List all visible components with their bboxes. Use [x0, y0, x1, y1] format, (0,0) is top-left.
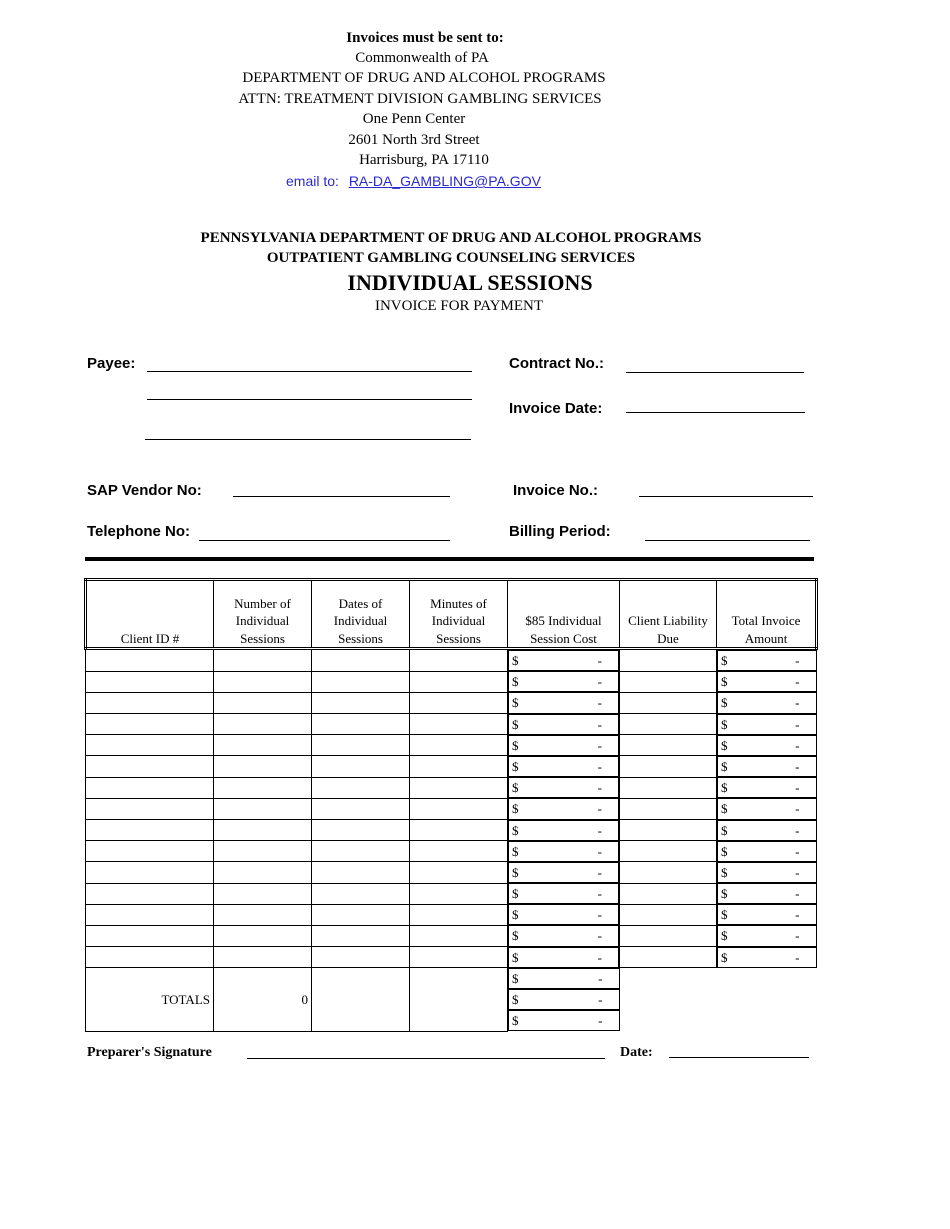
- cell-liability[interactable]: [620, 692, 717, 713]
- telephone-line[interactable]: [199, 540, 450, 541]
- cell-num-sessions[interactable]: [214, 671, 312, 692]
- cell-num-sessions[interactable]: [214, 777, 312, 798]
- cell-cost: $ -: [508, 671, 619, 692]
- col-liability: Client Liability Due: [620, 580, 717, 649]
- contract-no-label: Contract No.:: [509, 355, 604, 372]
- cell-minutes[interactable]: [410, 841, 508, 862]
- cell-cost: $ -: [508, 714, 619, 735]
- cell-client-id[interactable]: [86, 756, 214, 777]
- totals-minutes: [410, 968, 508, 1032]
- cell-client-id[interactable]: [86, 841, 214, 862]
- cell-client-id[interactable]: [86, 714, 214, 735]
- table-row: [86, 671, 817, 692]
- cell-cost: $ -: [508, 925, 619, 946]
- cell-liability[interactable]: [620, 671, 717, 692]
- sendto-line3: ATTN: TREATMENT DIVISION GAMBLING SERVICES: [238, 91, 602, 107]
- cell-dates[interactable]: [312, 798, 410, 819]
- cell-cost: $ -: [508, 650, 619, 671]
- cell-liability[interactable]: [620, 756, 717, 777]
- cell-cost: $ -: [508, 862, 619, 883]
- table-row: [86, 904, 817, 925]
- cell-total: $ -: [717, 756, 817, 777]
- invoice-no-line[interactable]: [639, 496, 813, 497]
- cell-dates[interactable]: [312, 883, 410, 904]
- col-minutes: Minutes of Individual Sessions: [410, 580, 508, 649]
- payee-line-3[interactable]: [145, 439, 471, 440]
- totals-label: TOTALS: [86, 968, 214, 1032]
- cell-cost: $ -: [508, 692, 619, 713]
- cell-liability[interactable]: [620, 947, 717, 968]
- table-row: [86, 820, 817, 841]
- cell-total: $ -: [717, 820, 817, 841]
- cell-dates[interactable]: [312, 692, 410, 713]
- cell-minutes[interactable]: [410, 862, 508, 883]
- sendto-line5: 2601 North 3rd Street: [348, 132, 480, 148]
- signature-line[interactable]: [247, 1058, 605, 1059]
- title-line2: OUTPATIENT GAMBLING COUNSELING SERVICES: [266, 250, 636, 266]
- table-row: [86, 883, 817, 904]
- cell-dates[interactable]: [312, 947, 410, 968]
- cell-client-id[interactable]: [86, 925, 214, 946]
- totals-liability: $ -: [508, 989, 620, 1010]
- cell-total: $ -: [717, 671, 817, 692]
- contract-no-line[interactable]: [626, 372, 804, 373]
- payee-line-1[interactable]: [147, 371, 472, 372]
- cell-cost: $ -: [508, 904, 619, 925]
- cell-total: $ -: [717, 925, 817, 946]
- totals-sessions: 0: [214, 968, 312, 1032]
- col-client-id: Client ID #: [86, 580, 214, 649]
- cell-minutes[interactable]: [410, 777, 508, 798]
- cell-dates[interactable]: [312, 904, 410, 925]
- date-label: Date:: [620, 1045, 653, 1060]
- cell-minutes[interactable]: [410, 883, 508, 904]
- cell-cost: $ -: [508, 820, 619, 841]
- cell-dates[interactable]: [312, 862, 410, 883]
- cell-client-id[interactable]: [86, 947, 214, 968]
- cell-total: $ -: [717, 692, 817, 713]
- table-row: [86, 862, 817, 883]
- col-cost: $85 Individual Session Cost: [508, 580, 620, 649]
- cell-liability[interactable]: [620, 820, 717, 841]
- cell-num-sessions[interactable]: [214, 841, 312, 862]
- table-row: [86, 841, 817, 862]
- title-line4: INVOICE FOR PAYMENT: [374, 298, 544, 314]
- cell-total: $ -: [717, 862, 817, 883]
- cell-num-sessions[interactable]: [214, 883, 312, 904]
- table-row: [86, 692, 817, 713]
- cell-dates[interactable]: [312, 841, 410, 862]
- cell-cost: $ -: [508, 947, 619, 968]
- table-row: [86, 777, 817, 798]
- cell-num-sessions[interactable]: [214, 947, 312, 968]
- totals-amount: $ -: [508, 1010, 620, 1031]
- sendto-line6: Harrisburg, PA 17110: [359, 152, 489, 168]
- cell-liability[interactable]: [620, 925, 717, 946]
- cell-dates[interactable]: [312, 777, 410, 798]
- cell-minutes[interactable]: [410, 714, 508, 735]
- cell-liability[interactable]: [620, 735, 717, 756]
- cell-client-id[interactable]: [86, 649, 214, 672]
- date-line[interactable]: [669, 1057, 809, 1058]
- table-row: [86, 947, 817, 968]
- cell-minutes[interactable]: [410, 798, 508, 819]
- cell-cost: $ -: [508, 883, 619, 904]
- cell-cost: $ -: [508, 777, 619, 798]
- section-divider: [85, 557, 814, 561]
- sendto-line4: One Penn Center: [362, 111, 466, 127]
- cell-num-sessions[interactable]: [214, 798, 312, 819]
- invoice-table: [84, 578, 818, 1032]
- cell-minutes[interactable]: [410, 671, 508, 692]
- cell-minutes[interactable]: [410, 947, 508, 968]
- payee-label: Payee:: [87, 355, 136, 372]
- cell-dates[interactable]: [312, 735, 410, 756]
- cell-num-sessions[interactable]: [214, 925, 312, 946]
- table-row: [86, 756, 817, 777]
- cell-dates[interactable]: [312, 925, 410, 946]
- cell-cost: $ -: [508, 798, 619, 819]
- email-label: email to:: [286, 173, 339, 189]
- email-link[interactable]: RA-DA_GAMBLING@PA.GOV: [348, 173, 541, 189]
- page-title: INDIVIDUAL SESSIONS: [347, 270, 593, 295]
- cell-client-id[interactable]: [86, 862, 214, 883]
- cell-liability[interactable]: [620, 714, 717, 735]
- table-row: [86, 925, 817, 946]
- cell-liability[interactable]: [620, 841, 717, 862]
- cell-client-id[interactable]: [86, 777, 214, 798]
- cell-client-id[interactable]: [86, 671, 214, 692]
- totals-dates: [312, 968, 410, 1032]
- email-line: [286, 173, 541, 189]
- cell-dates[interactable]: [312, 671, 410, 692]
- cell-liability[interactable]: [620, 883, 717, 904]
- cell-total: $ -: [717, 798, 817, 819]
- cell-minutes[interactable]: [410, 756, 508, 777]
- cell-cost: $ -: [508, 756, 619, 777]
- cell-dates[interactable]: [312, 756, 410, 777]
- cell-liability[interactable]: [620, 798, 717, 819]
- payee-line-2[interactable]: [147, 399, 472, 400]
- sendto-line1: Commonwealth of PA: [355, 50, 489, 66]
- telephone-label: Telephone No:: [87, 523, 191, 540]
- table-row: [86, 649, 817, 672]
- sap-vendor-line[interactable]: [233, 496, 450, 497]
- cell-cost: $ -: [508, 735, 619, 756]
- cell-total: $ -: [717, 714, 817, 735]
- cell-total: $ -: [717, 947, 817, 968]
- sendto-heading: Invoices must be sent to:: [346, 30, 504, 46]
- cell-liability[interactable]: [620, 777, 717, 798]
- totals-cost: $ -: [508, 968, 620, 989]
- invoice-no-label: Invoice No.:: [513, 482, 599, 499]
- cell-dates[interactable]: [312, 649, 410, 672]
- cell-num-sessions[interactable]: [214, 735, 312, 756]
- cell-num-sessions[interactable]: [214, 692, 312, 713]
- cell-client-id[interactable]: [86, 904, 214, 925]
- billing-period-label: Billing Period:: [509, 523, 611, 540]
- cell-minutes[interactable]: [410, 649, 508, 672]
- cell-total: $ -: [717, 735, 817, 756]
- cell-total: $ -: [717, 883, 817, 904]
- cell-client-id[interactable]: [86, 735, 214, 756]
- cell-total: $ -: [717, 841, 817, 862]
- cell-dates[interactable]: [312, 820, 410, 841]
- sap-vendor-label: SAP Vendor No:: [87, 482, 202, 499]
- cell-liability[interactable]: [620, 904, 717, 925]
- invoice-date-line[interactable]: [626, 412, 805, 413]
- cell-total: $ -: [717, 650, 817, 671]
- cell-cost: $ -: [508, 841, 619, 862]
- col-dates: Dates of Individual Sessions: [312, 580, 410, 649]
- cell-num-sessions[interactable]: [214, 714, 312, 735]
- cell-num-sessions[interactable]: [214, 756, 312, 777]
- cell-client-id[interactable]: [86, 820, 214, 841]
- cell-minutes[interactable]: [410, 692, 508, 713]
- cell-client-id[interactable]: [86, 883, 214, 904]
- cell-minutes[interactable]: [410, 904, 508, 925]
- col-total: Total Invoice Amount: [717, 580, 817, 649]
- table-header-row: [86, 580, 817, 649]
- table-row: [86, 714, 817, 735]
- cell-minutes[interactable]: [410, 820, 508, 841]
- table-row: [86, 798, 817, 819]
- cell-total: $ -: [717, 777, 817, 798]
- cell-dates[interactable]: [312, 714, 410, 735]
- cell-liability[interactable]: [620, 862, 717, 883]
- invoice-date-label: Invoice Date:: [509, 400, 603, 417]
- cell-num-sessions[interactable]: [214, 862, 312, 883]
- cell-num-sessions[interactable]: [214, 904, 312, 925]
- table-row: [86, 735, 817, 756]
- cell-client-id[interactable]: [86, 798, 214, 819]
- cell-total: $ -: [717, 904, 817, 925]
- cell-num-sessions[interactable]: [214, 649, 312, 672]
- cell-num-sessions[interactable]: [214, 820, 312, 841]
- col-num-sessions: Number of Individual Sessions: [214, 580, 312, 649]
- cell-minutes[interactable]: [410, 925, 508, 946]
- cell-liability[interactable]: [620, 649, 717, 672]
- title-line1: PENNSYLVANIA DEPARTMENT OF DRUG AND ALCOHOL PROGRAMS: [200, 230, 702, 246]
- signature-label: Preparer's Signature: [87, 1045, 212, 1060]
- billing-period-line[interactable]: [645, 540, 810, 541]
- sendto-line2: DEPARTMENT OF DRUG AND ALCOHOL PROGRAMS: [242, 70, 606, 86]
- cell-minutes[interactable]: [410, 735, 508, 756]
- totals-row: [86, 968, 817, 1032]
- cell-client-id[interactable]: [86, 692, 214, 713]
